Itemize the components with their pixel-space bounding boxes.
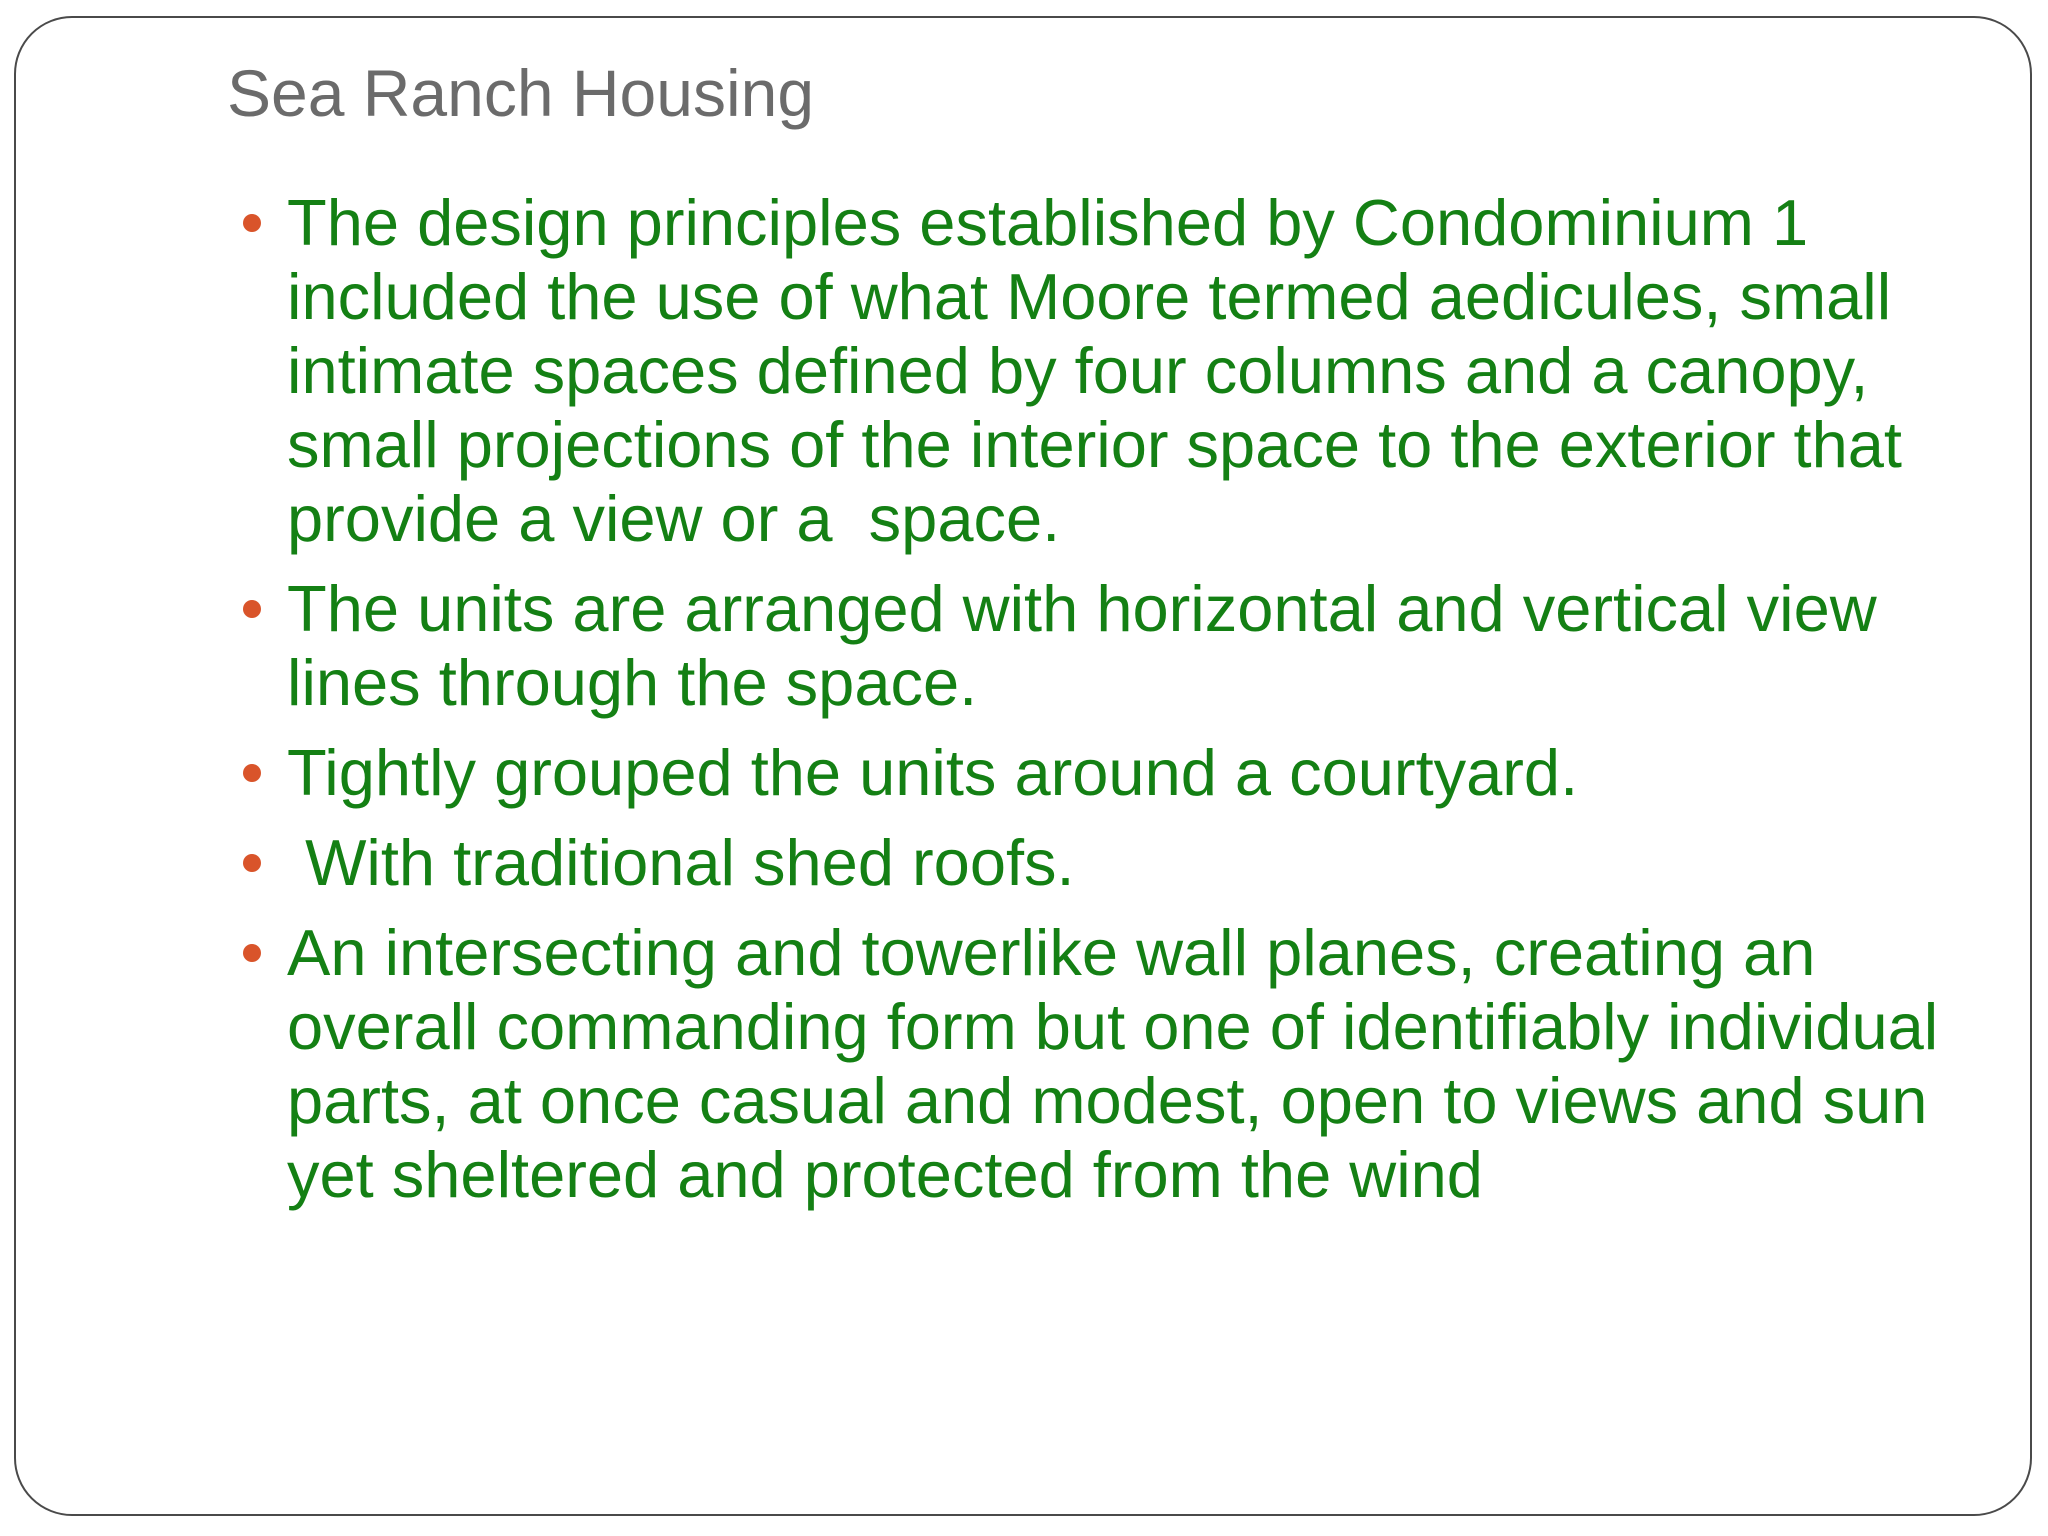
bullet-dot-icon	[243, 764, 261, 782]
list-item	[227, 186, 1967, 556]
slide	[14, 16, 2032, 1516]
bullet-text: The design principles established by Condominium 1 included the use of what Moore termed aedicules, small intimate spaces defined by four columns and a canopy, small projections of the interior space to the exterior that provide a view or a space.	[287, 186, 1921, 555]
slide-title: Sea Ranch Housing	[227, 56, 815, 130]
bullet-list	[227, 186, 1967, 1228]
bullet-dot-icon	[243, 944, 261, 962]
list-item	[227, 916, 1967, 1212]
bullet-dot-icon	[243, 854, 261, 872]
bullet-text: An intersecting and towerlike wall planes, creating an overall commanding form but one of identifiably individual parts, at once casual and modest, open to views and sun yet sheltered and protected from the wind	[287, 916, 1957, 1211]
bullet-text: The units are arranged with horizontal and vertical view lines through the space.	[287, 572, 1895, 719]
list-item	[227, 572, 1967, 720]
bullet-text: Tightly grouped the units around a courtyard.	[287, 736, 1579, 809]
bullet-dot-icon	[243, 600, 261, 618]
list-item	[227, 826, 1967, 900]
bullet-dot-icon	[243, 214, 261, 232]
bullet-text: With traditional shed roofs.	[287, 826, 1075, 899]
list-item	[227, 736, 1967, 810]
